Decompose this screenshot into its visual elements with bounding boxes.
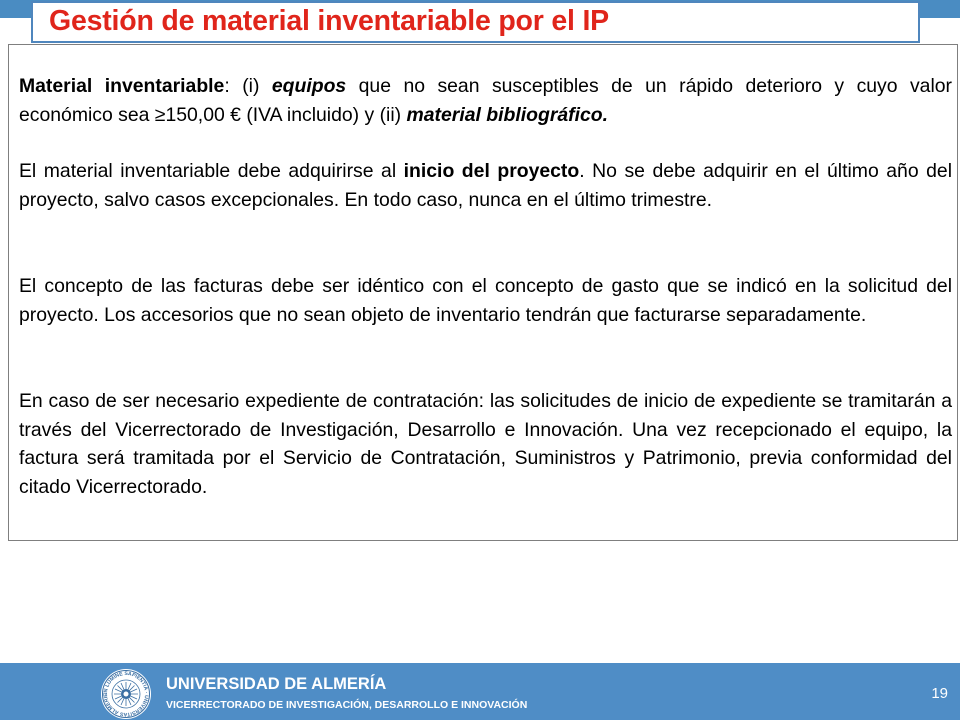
university-seal-icon [100,668,152,720]
term-inicio-proyecto: inicio del proyecto [403,160,580,182]
page-number: 19 [931,685,948,702]
paragraph-invoices: El concepto de las facturas debe ser idéntico con el concepto de gasto que se indicó en la solicitud del proyecto. Los accesorios que no sean objeto de inventario tendrán que facturarse separadamente. [19,275,952,326]
title-box [31,1,920,43]
paragraph-text: : (i) [224,75,272,97]
paragraph-acquisition [19,157,952,214]
svg-text:IN LUMINE SAPIENTIA · UNIVERSI: IN LUMINE SAPIENTIA · UNIVERSITAS ALMERIE [102,670,150,718]
content-box [8,44,958,541]
vicerrectorado-name: VICERRECTORADO DE INVESTIGACIÓN, DESARROLLO E INNOVACIÓN [166,699,528,711]
slide-title: Gestión de material inventariable por el IP [49,5,609,37]
paragraph-text: . No se debe adquirir en el último año del proyecto, salvo casos excepcionales. En todo caso, nunca en el último trimestre. [19,160,952,211]
term-material-bibliografico: material bibliográfico. [406,103,609,126]
paragraph-text: El material inventariable debe adquirirse al [19,160,404,182]
paragraph-contracting: En caso de ser necesario expediente de contratación: las solicitudes de inicio de expediente se tramitarán a través del Vicerrectorado de Investigación, Desarrollo e Innovación. Una vez recepcionado el equipo, la factura será tramitada por el Servicio de Contratación, Suministros y Patrimonio, previa conformidad del citado Vicerrectorado. [19,390,952,498]
paragraph-definition [19,72,952,129]
term-material-inventariable: Material inventariable [19,75,225,97]
footer [0,663,960,720]
term-equipos: equipos [271,75,347,97]
paragraph-text: que no sean susceptibles de un rápido deterioro y cuyo valor económico sea ≥150,00 € (IVA incluido) y (ii) [19,75,953,126]
university-name: UNIVERSIDAD DE ALMERÍA [166,675,387,693]
